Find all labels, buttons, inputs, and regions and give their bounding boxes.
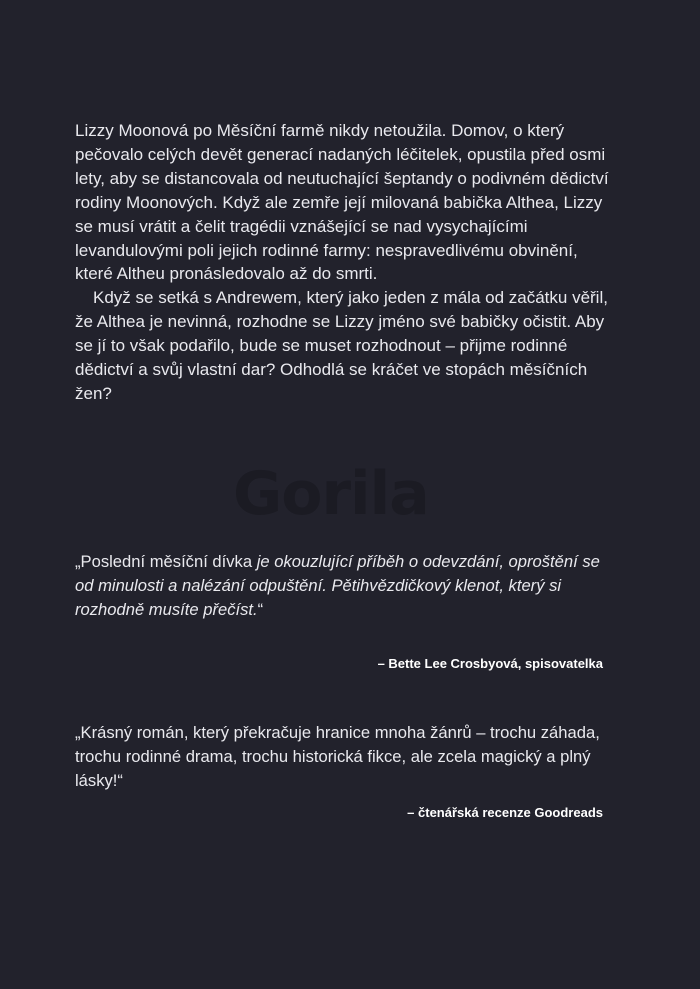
review-quote-2: „Krásný román, který překračuje hranice mnoha žánrů – trochu záhada, trochu rodinné drama, trochu historická fikce, ale zcela magický a plný lásky!“: [75, 723, 600, 790]
publisher-watermark: Gorila: [233, 459, 429, 529]
review-quote-1: [75, 550, 615, 622]
quote-open-mark: „: [75, 552, 81, 571]
review-attribution-1: – Bette Lee Crosbyová, spisovatelka: [377, 656, 603, 671]
review-attribution-2: – čtenářská recenze Goodreads: [407, 805, 603, 820]
blurb-paragraph-1: Lizzy Moonová po Měsíční farmě nikdy netoužila. Domov, o který pečovalo celých devět generací nadaných léčitelek, opustila před osmi lety, aby se distancovala od neutuchající šeptandy o podivném dědictví rodiny Moonových. Když ale zemře její milovaná babička Althea, Lizzy se musí vrátit a čelit tragédii vznášející se nad vysychajícími levandulovými poli jejich rodinné farmy: nespravedlivému obvinění, které Altheu pronásledovalo až do smrti.: [75, 121, 609, 284]
quote-book-title: Poslední měsíční dívka: [80, 552, 253, 571]
blurb-paragraph-2: Když se setká s Andrewem, který jako jeden z mála od začátku věřil, že Althea je nevinná, rozhodne se Lizzy jméno své babičky očistit. Aby se jí to však podařilo, bude se muset rozhodnout – přijme rodinné dědictví a svůj vlastní dar? Odhodlá se kráčet ve stopách měsíčních žen?: [75, 288, 608, 403]
quote-text: je okouzlující příběh o odevzdání, oproštění se od minulosti a nalézání odpuštění. Pětihvězdičkový klenot, který si rozhodně musíte přečíst.: [75, 552, 600, 619]
blurb: [75, 119, 615, 406]
quote-close-mark: “: [257, 600, 264, 619]
